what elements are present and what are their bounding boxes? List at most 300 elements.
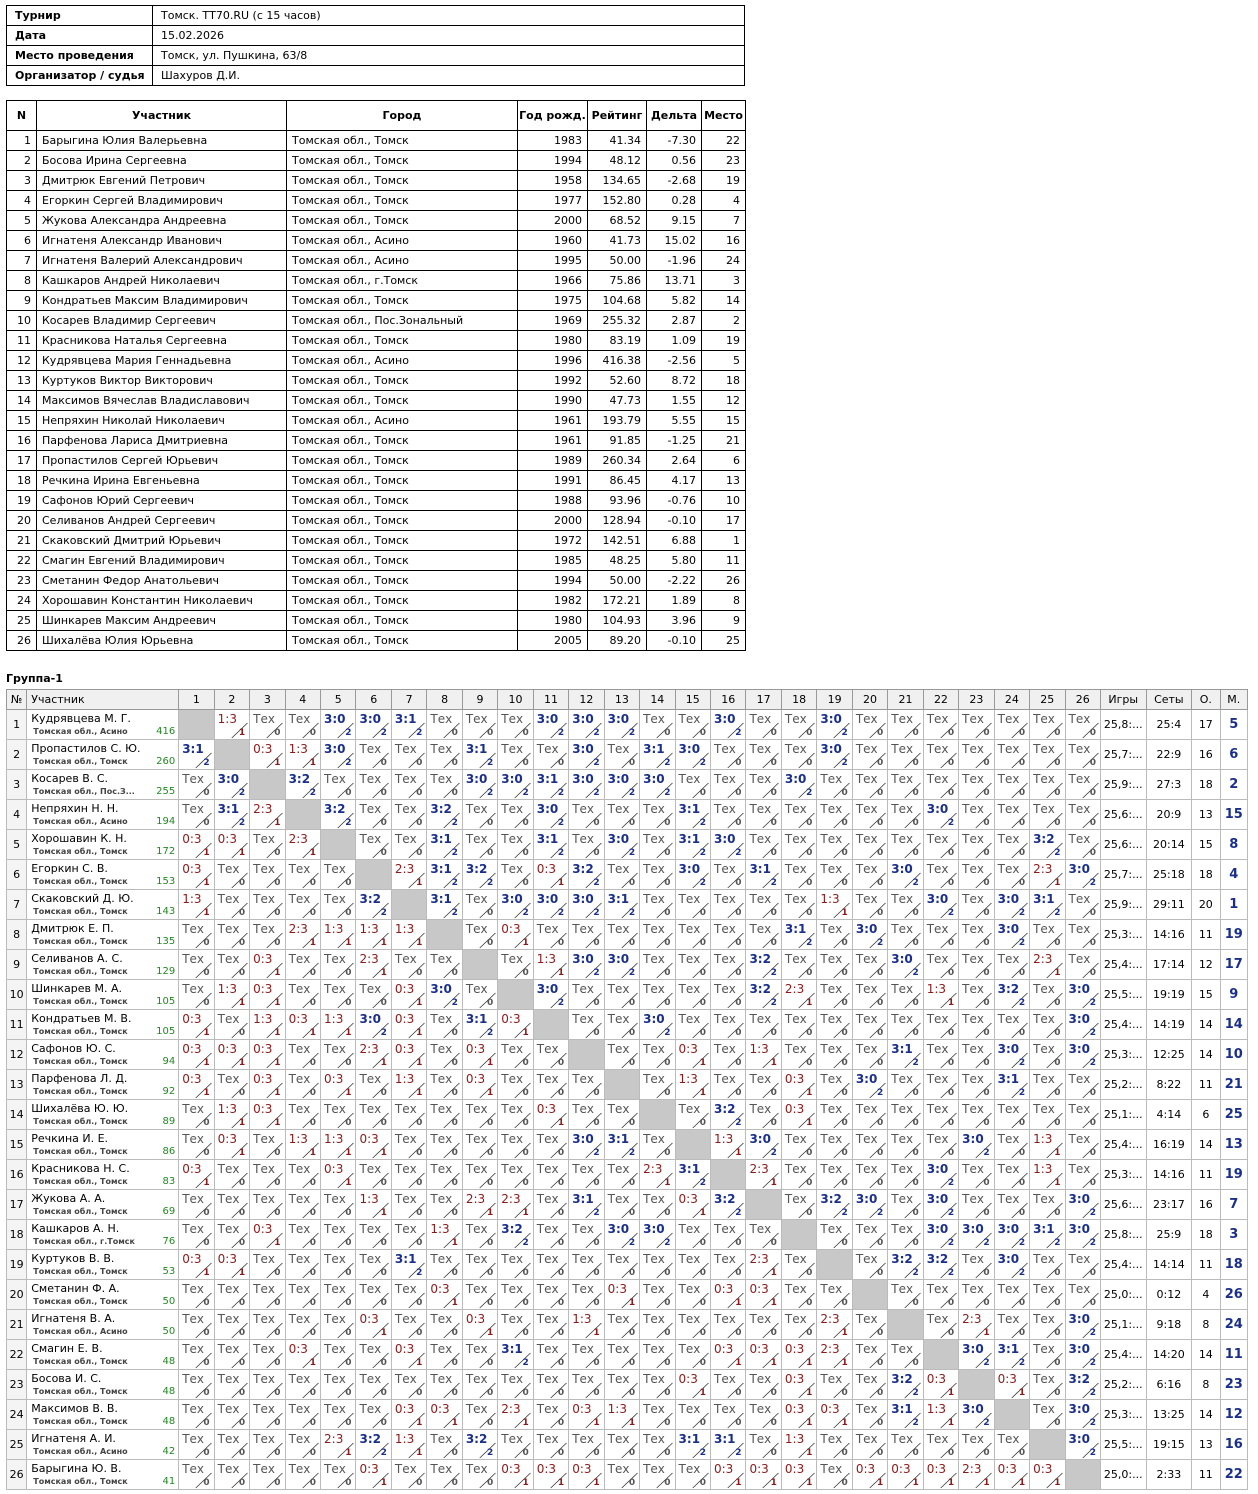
match-score: Тех (1068, 832, 1091, 846)
match-cell (604, 830, 639, 860)
match-cell (711, 980, 746, 1010)
participant-cell: Шихалёва Юлия Юрьевна (37, 631, 287, 651)
match-cell (285, 1400, 320, 1430)
match-points: 2 (203, 758, 210, 768)
participant-cell: 1975 (518, 291, 588, 311)
match-points: 1 (380, 938, 387, 948)
diagonal-cell (214, 740, 249, 770)
match-cell (462, 1190, 497, 1220)
match-score: Тех (962, 1282, 984, 1296)
participant-cell: Томская обл., Томск (287, 431, 518, 451)
match-cell (604, 1430, 639, 1460)
match-points: 0 (770, 1088, 777, 1098)
row-number: 6 (7, 860, 27, 890)
participant-cell: 1966 (518, 271, 588, 291)
match-points: 0 (841, 1148, 848, 1158)
match-points: 0 (593, 1178, 600, 1188)
match-points: 1 (770, 1478, 777, 1488)
match-points: 1 (274, 1058, 281, 1068)
participant-cell: Томская обл., Томск (287, 531, 518, 551)
match-score: 3:1 (182, 742, 204, 756)
participant-cell: 2005 (518, 631, 588, 651)
match-points: 0 (664, 818, 671, 828)
match-points: 0 (345, 1238, 352, 1248)
match-cell (781, 920, 816, 950)
match-score: Тех (501, 1162, 524, 1176)
match-score: Тех (288, 982, 311, 996)
match-cell (817, 1340, 852, 1370)
participant-cell: 68.52 (588, 211, 647, 231)
player-rating: 194 (156, 816, 176, 827)
match-points: 2 (983, 1148, 990, 1158)
match-cell (781, 950, 816, 980)
match-points: 1 (664, 1178, 671, 1188)
match-score: Тех (572, 1012, 595, 1026)
match-score: 0:3 (536, 1462, 557, 1476)
match-score: Тех (749, 922, 772, 936)
match-points: 2 (451, 818, 458, 828)
match-score: 3:0 (962, 1342, 984, 1356)
match-points: 0 (557, 1058, 565, 1068)
match-score: Тех (217, 1162, 240, 1176)
match-score: Тех (430, 1432, 453, 1446)
match-cell (321, 920, 356, 950)
match-score: Тех (678, 1462, 701, 1476)
grid-header-opponent: 23 (959, 690, 994, 710)
match-score: 1:3 (749, 1042, 769, 1056)
match-points: 1 (309, 848, 317, 858)
match-points: 1 (345, 1028, 352, 1038)
player-city: Томская обл., Томск (33, 937, 128, 946)
match-cell (498, 1400, 533, 1430)
match-score: Тех (820, 1072, 843, 1086)
match-cell (1065, 920, 1100, 950)
match-score: Тех (962, 862, 984, 876)
match-points: 0 (557, 1388, 565, 1398)
match-score: Тех (643, 802, 665, 816)
match-points: 0 (983, 1448, 990, 1458)
match-points: 0 (770, 1118, 777, 1128)
match-score: Тех (820, 1012, 843, 1026)
match-cell (179, 1370, 214, 1400)
match-score: Тех (394, 1462, 417, 1476)
match-points: 0 (451, 758, 458, 768)
match-points: 0 (1054, 758, 1061, 768)
match-cell (462, 1310, 497, 1340)
match-score: 1:3 (359, 922, 379, 936)
match-points: 2 (345, 758, 352, 768)
match-score: Тех (643, 862, 665, 876)
match-points: 0 (274, 1208, 281, 1218)
match-cell (427, 1310, 462, 1340)
participant-row (7, 551, 746, 571)
match-score: 3:1 (678, 832, 701, 846)
match-score: 3:1 (784, 922, 807, 936)
match-points: 2 (522, 1358, 529, 1368)
match-score: Тех (962, 892, 984, 906)
match-score: 1:3 (714, 1132, 734, 1146)
match-cell (179, 890, 214, 920)
match-score: Тех (253, 1372, 275, 1386)
participants-column-header: Год рожд. (518, 101, 588, 131)
match-cell (179, 1130, 214, 1160)
match-score: 0:3 (182, 1042, 202, 1056)
match-cell (640, 1310, 675, 1340)
match-cell (817, 770, 852, 800)
match-points: 0 (947, 1448, 955, 1458)
points-total: 14 (1192, 1400, 1220, 1430)
player-rating: 92 (162, 1086, 176, 1097)
match-points: 1 (309, 758, 317, 768)
match-points: 2 (557, 788, 565, 798)
match-cell (250, 860, 285, 890)
match-points: 2 (557, 728, 565, 738)
match-score: 0:3 (359, 1312, 379, 1326)
match-cell (888, 830, 923, 860)
match-score: Тех (465, 1252, 488, 1266)
match-points: 0 (203, 1418, 210, 1428)
match-points: 2 (699, 818, 706, 828)
match-score: Тех (288, 1042, 311, 1056)
match-score: Тех (572, 1342, 595, 1356)
match-points: 0 (947, 1028, 955, 1038)
match-score: Тех (607, 1162, 630, 1176)
match-points: 0 (770, 788, 777, 798)
match-cell (285, 1460, 320, 1490)
final-place: 10 (1220, 1040, 1248, 1070)
player-cell (27, 1310, 179, 1340)
match-points: 0 (841, 878, 848, 888)
match-points: 1 (274, 758, 281, 768)
match-score: Тех (324, 982, 346, 996)
match-score: Тех (288, 1402, 311, 1416)
match-points: 0 (309, 1178, 317, 1188)
grid-row (7, 1220, 1248, 1250)
match-points: 0 (557, 1448, 565, 1458)
match-cell (321, 1370, 356, 1400)
match-cell (391, 1370, 426, 1400)
match-points: 1 (416, 1448, 423, 1458)
match-points: 0 (1089, 1178, 1096, 1188)
match-score: Тех (855, 802, 878, 816)
match-cell (746, 800, 781, 830)
match-points: 0 (664, 908, 671, 918)
match-cell (781, 1460, 816, 1490)
match-score: 0:3 (394, 1012, 415, 1026)
participant-cell: 1990 (518, 391, 588, 411)
match-cell (852, 1160, 887, 1190)
match-points: 0 (380, 1358, 387, 1368)
match-cell (746, 1100, 781, 1130)
match-cell (852, 860, 887, 890)
match-score: Тех (1068, 1102, 1091, 1116)
match-cell (1030, 980, 1065, 1010)
match-cell (640, 800, 675, 830)
player-name: Игнатеня А. И. (31, 1432, 116, 1445)
match-cell (285, 1040, 320, 1070)
match-score: 3:0 (359, 712, 381, 726)
match-points: 0 (203, 1448, 210, 1458)
match-points: 1 (416, 1058, 423, 1068)
match-score: 3:0 (572, 742, 594, 756)
match-cell (604, 980, 639, 1010)
match-cell (888, 1040, 923, 1070)
match-score: Тех (359, 1222, 382, 1236)
points-total: 13 (1192, 800, 1220, 830)
participant-cell: 22 (7, 551, 37, 571)
match-score: 3:0 (465, 772, 488, 786)
participant-cell: 5.82 (647, 291, 702, 311)
match-score: Тех (1033, 982, 1055, 996)
grid-row (7, 710, 1248, 740)
match-score: Тех (536, 1132, 559, 1146)
match-score: Тех (501, 1042, 524, 1056)
match-points: 0 (877, 758, 884, 768)
match-score: Тех (891, 1162, 914, 1176)
match-cell (640, 920, 675, 950)
match-cell (1030, 740, 1065, 770)
match-cell (923, 740, 958, 770)
match-points: 0 (557, 1238, 565, 1248)
match-points: 0 (912, 938, 919, 948)
match-cell (391, 740, 426, 770)
match-score: 3:2 (997, 982, 1020, 996)
match-points: 2 (1089, 998, 1096, 1008)
match-points: 0 (699, 1238, 706, 1248)
match-cell (888, 980, 923, 1010)
match-score: 0:3 (430, 1282, 450, 1296)
match-points: 2 (1018, 908, 1026, 918)
match-cell (427, 1040, 462, 1070)
match-score: Тех (784, 1012, 807, 1026)
match-score: 0:3 (714, 1282, 734, 1296)
participant-cell: 2 (7, 151, 37, 171)
sets-total: 14:19 (1146, 1010, 1192, 1040)
match-score: Тех (536, 1222, 559, 1236)
match-points: 0 (841, 968, 848, 978)
match-score: Тех (253, 1282, 275, 1296)
match-cell (356, 800, 391, 830)
row-number: 14 (7, 1100, 27, 1130)
match-points: 0 (841, 788, 848, 798)
match-points: 0 (983, 758, 990, 768)
match-points: 1 (947, 1418, 955, 1428)
match-points: 1 (806, 1478, 813, 1488)
match-cell (356, 710, 391, 740)
match-cell (994, 890, 1029, 920)
match-score: Тех (962, 1012, 984, 1026)
match-cell (533, 710, 568, 740)
match-cell (852, 1430, 887, 1460)
participant-cell: 12 (702, 391, 746, 411)
match-score: 0:3 (714, 1342, 734, 1356)
match-cell (285, 1370, 320, 1400)
participant-row (7, 531, 746, 551)
match-score: 3:0 (926, 1222, 949, 1236)
match-cell (746, 860, 781, 890)
match-points: 0 (877, 908, 884, 918)
participant-cell: 10 (7, 311, 37, 331)
match-score: 3:1 (714, 1432, 736, 1446)
match-score: Тех (359, 1252, 382, 1266)
match-points: 0 (983, 1088, 990, 1098)
match-score: Тех (288, 862, 311, 876)
match-score: Тех (926, 1042, 949, 1056)
player-name: Пропастилов С. Ю. (31, 742, 141, 755)
participant-row (7, 331, 746, 351)
match-points: 1 (557, 1478, 565, 1488)
points-total: 18 (1192, 770, 1220, 800)
match-cell (604, 920, 639, 950)
match-cell (959, 860, 994, 890)
match-points: 2 (1089, 1238, 1096, 1248)
participant-cell: 18 (7, 471, 37, 491)
match-score: Тех (359, 1102, 382, 1116)
match-points: 0 (557, 758, 565, 768)
match-points: 1 (274, 1238, 281, 1248)
match-score: Тех (784, 1162, 807, 1176)
match-points: 0 (522, 1328, 529, 1338)
row-number: 22 (7, 1340, 27, 1370)
match-score: 3:0 (997, 1252, 1020, 1266)
match-cell (817, 710, 852, 740)
match-cell (746, 1010, 781, 1040)
match-cell (391, 1160, 426, 1190)
match-cell (498, 1100, 533, 1130)
match-cell (640, 1130, 675, 1160)
match-points: 1 (557, 968, 565, 978)
match-score: Тех (465, 1282, 488, 1296)
match-score: Тех (501, 832, 524, 846)
match-points: 0 (416, 758, 423, 768)
match-points: 1 (593, 1328, 600, 1338)
match-points: 1 (522, 1028, 529, 1038)
match-score: Тех (855, 1132, 878, 1146)
sets-total: 17:14 (1146, 950, 1192, 980)
match-points: 2 (735, 1118, 742, 1128)
info-label: Организатор / судья (7, 66, 153, 86)
final-place: 5 (1220, 710, 1248, 740)
match-points: 0 (628, 938, 636, 948)
match-cell (533, 950, 568, 980)
match-points: 0 (1054, 1298, 1061, 1308)
match-score: Тех (465, 1342, 488, 1356)
sets-total: 12:25 (1146, 1040, 1192, 1070)
match-points: 0 (841, 1448, 848, 1458)
player-city: Томская обл., Томск (33, 757, 128, 766)
player-cell (27, 1040, 179, 1070)
match-points: 0 (451, 1058, 458, 1068)
sets-total: 6:16 (1146, 1370, 1192, 1400)
match-cell (1065, 710, 1100, 740)
participant-cell: Косарев Владимир Сергеевич (37, 311, 287, 331)
match-cell (781, 1190, 816, 1220)
match-points: 0 (806, 1298, 813, 1308)
match-cell (498, 1220, 533, 1250)
grid-header-opponent: 15 (675, 690, 710, 710)
match-points: 0 (983, 1298, 990, 1308)
match-score: Тех (997, 742, 1020, 756)
match-points: 0 (345, 1418, 352, 1428)
match-score: Тех (926, 952, 949, 966)
match-score: Тех (1033, 1012, 1055, 1026)
match-cell (1030, 1040, 1065, 1070)
participant-cell: Игнатеня Александр Иванович (37, 231, 287, 251)
player-name: Сафонов Ю. С. (31, 1042, 116, 1055)
match-points: 0 (628, 1388, 636, 1398)
match-cell (391, 710, 426, 740)
player-cell (27, 1370, 179, 1400)
participant-cell: Кондратьев Максим Владимирович (37, 291, 287, 311)
match-points: 0 (1018, 968, 1026, 978)
match-score: 3:1 (678, 1432, 701, 1446)
match-cell (1030, 1250, 1065, 1280)
match-points: 0 (735, 1238, 742, 1248)
match-points: 0 (1054, 938, 1061, 948)
info-row (7, 26, 745, 46)
match-score: 3:0 (643, 1012, 665, 1026)
match-cell (959, 800, 994, 830)
points-total: 15 (1192, 980, 1220, 1010)
match-points: 0 (877, 998, 884, 1008)
match-cell (1065, 740, 1100, 770)
participant-cell: 1961 (518, 431, 588, 451)
match-points: 1 (947, 998, 955, 1008)
match-cell (462, 1160, 497, 1190)
match-cell (285, 1310, 320, 1340)
match-points: 0 (416, 1208, 423, 1218)
match-points: 0 (451, 728, 458, 738)
participant-cell: 6 (702, 451, 746, 471)
sets-total: 20:9 (1146, 800, 1192, 830)
match-points: 2 (912, 1418, 919, 1428)
match-points: 0 (699, 1358, 706, 1368)
match-score: Тех (465, 802, 488, 816)
match-score: Тех (536, 742, 559, 756)
match-cell (1030, 860, 1065, 890)
player-cell (27, 1250, 179, 1280)
match-cell (959, 980, 994, 1010)
match-score: 1:3 (394, 922, 415, 936)
row-number: 19 (7, 1250, 27, 1280)
match-score: Тех (607, 1372, 630, 1386)
match-points: 0 (345, 998, 352, 1008)
player-cell (27, 890, 179, 920)
match-score: 3:0 (855, 1072, 878, 1086)
match-score: 3:1 (678, 1162, 701, 1176)
match-cell (427, 830, 462, 860)
match-points: 2 (593, 1148, 600, 1158)
match-score: Тех (926, 1012, 949, 1026)
match-points: 2 (557, 818, 565, 828)
match-points: 0 (416, 1118, 423, 1128)
match-score: 3:0 (926, 1162, 949, 1176)
match-score: 3:1 (394, 712, 417, 726)
participant-cell: 1.55 (647, 391, 702, 411)
match-points: 0 (628, 1268, 636, 1278)
match-cell (356, 740, 391, 770)
match-points: 0 (628, 1478, 636, 1488)
participant-cell: 255.32 (588, 311, 647, 331)
match-cell (214, 890, 249, 920)
match-points: 0 (806, 1148, 813, 1158)
match-score: Тех (643, 1402, 665, 1416)
match-score: 3:0 (607, 832, 630, 846)
match-cell (179, 1220, 214, 1250)
match-score: Тех (678, 952, 701, 966)
match-cell (959, 950, 994, 980)
participant-cell: Томская обл., Томск (287, 611, 518, 631)
